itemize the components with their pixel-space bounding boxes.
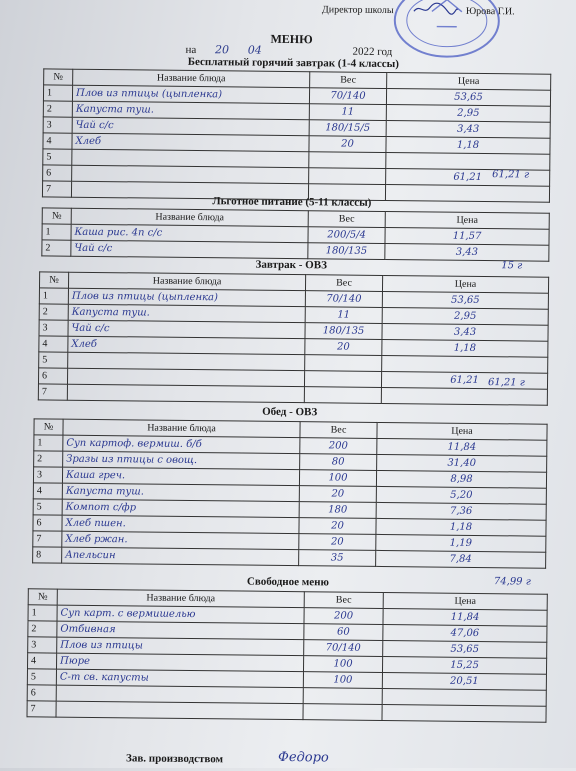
section-title-free-menu: Свободное меню <box>246 575 329 589</box>
cell-price: 11,57 <box>385 228 549 246</box>
cell-price <box>382 689 546 707</box>
cell-name: Капуста туш. <box>68 304 305 322</box>
date-month: 04 <box>247 43 262 57</box>
cell-name: Отбивная <box>57 621 304 640</box>
cell-weight: 200 <box>300 438 377 455</box>
cell-name: Пюре <box>57 653 304 672</box>
cell-price: 61,21 <box>386 169 550 187</box>
cell-weight: 200/5/4 <box>308 227 385 244</box>
cell-weight: 20 <box>309 136 386 153</box>
cell-num: 6 <box>38 368 67 384</box>
cell-num: 1 <box>34 435 63 451</box>
ovz-breakfast-table <box>38 271 549 405</box>
cell-price: 3,43 <box>382 323 548 341</box>
cell-price: 61,21 <box>381 371 547 389</box>
cell-name: Хлеб <box>68 336 305 354</box>
cell-weight <box>305 355 382 372</box>
cell-price <box>381 387 547 405</box>
date-day: 20 <box>214 43 230 57</box>
cell-price: 1,18 <box>376 518 546 536</box>
cell-weight <box>304 371 381 388</box>
cell-num: 1 <box>43 85 72 101</box>
cell-price: 2,95 <box>382 307 548 325</box>
col-num: № <box>44 69 73 85</box>
col-num: № <box>28 589 57 605</box>
cell-name <box>56 701 303 720</box>
cell-num: 8 <box>33 547 62 563</box>
footer-label: Зав. производством <box>126 752 224 766</box>
col-weight: Вес <box>305 275 382 292</box>
cell-name: Хлеб ржан. <box>62 531 299 549</box>
rows <box>27 605 547 722</box>
benefit-table <box>41 207 549 261</box>
cell-name: Компот с/фр <box>62 499 299 517</box>
benefit-total: 15 г <box>501 260 523 272</box>
cell-weight: 11 <box>309 104 386 121</box>
cell-price: 1,18 <box>382 339 548 357</box>
cell-weight: 100 <box>303 656 382 673</box>
cell-name: Капуста туш. <box>62 483 299 501</box>
col-name: Название блюда <box>63 419 300 437</box>
col-price: Цена <box>382 275 548 293</box>
cell-num: 7 <box>38 384 67 400</box>
cell-weight: 180/135 <box>305 323 382 340</box>
cell-name: С-т св. капусты <box>56 669 303 688</box>
cell-num: 2 <box>43 101 72 117</box>
col-weight: Вес <box>304 592 383 609</box>
cell-weight: 60 <box>304 624 383 641</box>
col-weight: Вес <box>310 72 387 89</box>
cell-name: Хлеб пшен. <box>62 515 299 533</box>
cell-weight: 100 <box>299 470 376 487</box>
cell-weight: 20 <box>299 534 376 551</box>
date-year: 2022 год <box>352 45 393 59</box>
cell-weight: 100 <box>303 672 382 689</box>
cell-weight: 200 <box>304 608 383 625</box>
cell-name: Плов из птицы (цыпленка) <box>68 288 305 306</box>
col-weight: Вес <box>308 211 385 228</box>
cell-weight: 180/15/5 <box>309 120 386 137</box>
cell-name: Чай с/с <box>71 240 308 258</box>
col-name: Название блюда <box>73 69 310 87</box>
col-num: № <box>39 272 68 288</box>
cell-weight <box>303 704 382 721</box>
col-price: Цена <box>385 212 549 230</box>
col-weight: Вес <box>300 422 377 439</box>
free-breakfast-table <box>42 68 551 202</box>
cell-price <box>382 705 546 723</box>
cell-num: 7 <box>42 181 71 197</box>
cell-price: 1,19 <box>376 534 546 552</box>
free-breakfast-total: 61,21 г <box>492 169 530 181</box>
cell-num: 6 <box>43 165 72 181</box>
cell-num: 5 <box>39 352 68 368</box>
cell-name: Чай с/с <box>72 117 309 135</box>
cell-num: 3 <box>39 320 68 336</box>
cell-weight: 35 <box>299 550 376 567</box>
cell-price: 20,51 <box>382 673 546 691</box>
cell-num: 2 <box>34 451 63 467</box>
cell-num: 4 <box>39 336 68 352</box>
cell-price: 8,98 <box>376 470 546 488</box>
cell-weight: 70/140 <box>304 640 383 657</box>
cell-num: 4 <box>43 133 72 149</box>
col-name: Название блюда <box>71 208 308 226</box>
cell-weight <box>309 168 386 185</box>
cell-price <box>386 153 550 171</box>
rows <box>42 224 549 261</box>
cell-num: 1 <box>42 224 71 240</box>
cell-weight <box>304 387 381 404</box>
cell-num: 5 <box>43 149 72 165</box>
cell-price: 1,18 <box>386 137 550 155</box>
cell-name: Плов из птицы <box>57 637 304 656</box>
rows <box>38 288 548 405</box>
section-title-ovz-breakfast: Завтрак - ОВЗ <box>255 258 327 272</box>
col-price: Цена <box>387 73 551 91</box>
cell-price: 5,20 <box>376 486 546 504</box>
cell-price: 2,95 <box>386 105 550 123</box>
cell-num: 2 <box>42 240 71 256</box>
cell-num: 2 <box>39 304 68 320</box>
cell-name <box>67 384 304 402</box>
cell-price: 53,65 <box>382 291 548 309</box>
cell-num: 3 <box>33 467 62 483</box>
cell-price: 7,36 <box>376 502 546 520</box>
menu-title: МЕНЮ <box>270 31 313 47</box>
cell-name: Каша рис. 4п с/с <box>71 224 308 242</box>
cell-price: 3,43 <box>386 121 550 139</box>
cell-num: 7 <box>33 531 62 547</box>
cell-weight: 20 <box>299 486 376 503</box>
cell-name: Капуста туш. <box>72 101 309 119</box>
cell-num: 4 <box>28 653 57 669</box>
rows <box>42 85 550 202</box>
col-name: Название блюда <box>57 589 304 608</box>
cell-weight <box>303 688 382 705</box>
col-price: Цена <box>377 422 547 440</box>
cell-price: 53,65 <box>383 641 547 659</box>
cell-name: Апельсин <box>62 547 299 565</box>
col-num: № <box>42 208 71 224</box>
cell-price: 3,43 <box>385 244 549 262</box>
section-title-free-breakfast: Бесплатный горячий завтрак (1-4 классы) <box>187 55 399 71</box>
director-label: Директор школы <box>321 4 394 17</box>
cell-weight: 70/140 <box>309 88 386 105</box>
cell-num: 6 <box>27 685 56 701</box>
cell-weight: 20 <box>305 339 382 356</box>
cell-weight: 180 <box>299 502 376 519</box>
cell-num: 5 <box>27 669 56 685</box>
cell-num: 1 <box>39 288 68 304</box>
cell-weight: 70/140 <box>305 291 382 308</box>
cell-name: Суп карт. с вермишелью <box>57 605 304 624</box>
cell-num: 3 <box>28 637 57 653</box>
section-title-ovz-lunch: Обед - ОВЗ <box>262 405 318 419</box>
ovz-lunch-total: 74,99 г <box>493 576 531 588</box>
cell-num: 2 <box>28 621 57 637</box>
cell-num: 3 <box>43 117 72 133</box>
cell-num: 7 <box>27 701 56 717</box>
cell-weight: 80 <box>300 454 377 471</box>
cell-weight: 11 <box>305 307 382 324</box>
free-menu-table <box>26 588 547 722</box>
cell-price: 11,84 <box>383 609 547 627</box>
cell-price: 31,40 <box>377 454 547 472</box>
cell-price: 47,06 <box>383 625 547 643</box>
cell-name: Зразы из птицы с овощ. <box>63 451 300 469</box>
ovz-lunch-table <box>32 418 547 568</box>
cell-weight: 20 <box>299 518 376 535</box>
date-prefix: на <box>185 43 197 57</box>
cell-price: 53,65 <box>386 89 550 107</box>
cell-price: 7,84 <box>376 550 546 568</box>
cell-name: Суп картоф. вермиш. б/б <box>63 435 300 453</box>
cell-weight: 180/135 <box>308 243 385 260</box>
ovz-breakfast-total: 61,21 г <box>487 377 525 389</box>
director-name: Юрова Г.И. <box>465 5 515 18</box>
cell-weight <box>309 152 386 169</box>
footer-signature: Федоро <box>278 749 329 766</box>
cell-num: 6 <box>33 515 62 531</box>
cell-name: Хлеб <box>72 133 309 151</box>
cell-name: Каша греч. <box>62 467 299 485</box>
cell-name: Чай с/с <box>68 320 305 338</box>
cell-price: 15,25 <box>382 657 546 675</box>
section-title-benefit: Льготное питание (5-11 классы) <box>212 195 372 209</box>
cell-num: 4 <box>33 483 62 499</box>
cell-price: 11,84 <box>377 438 547 456</box>
col-price: Цена <box>383 593 547 611</box>
cell-price <box>382 355 548 373</box>
col-name: Название блюда <box>68 272 305 290</box>
cell-name: Плов из птицы (цыпленка) <box>72 85 309 103</box>
cell-num: 5 <box>33 499 62 515</box>
rows <box>33 435 547 568</box>
col-num: № <box>34 419 63 435</box>
cell-num: 1 <box>28 605 57 621</box>
